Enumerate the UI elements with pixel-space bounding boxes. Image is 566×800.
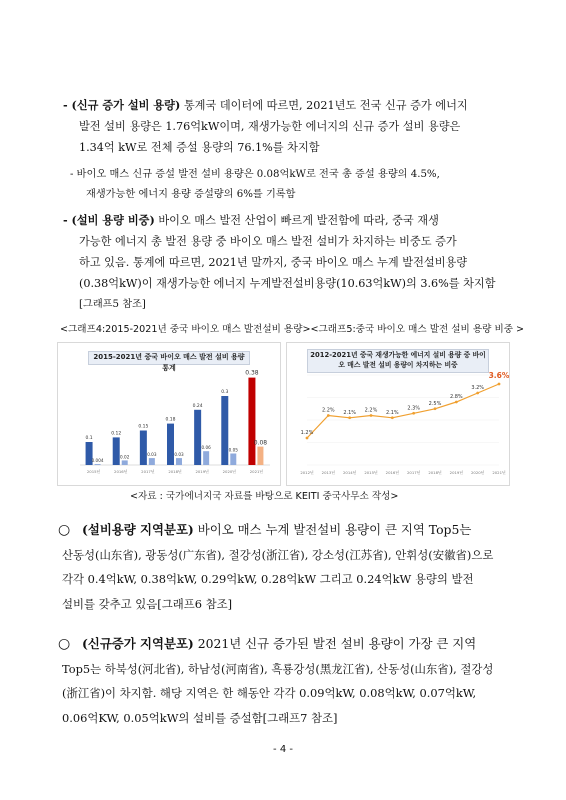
x-tick-label: 2017년 (406, 470, 421, 475)
x-tick-label: 2014년 (342, 470, 357, 475)
point-label: 2.5% (428, 400, 442, 407)
circle-bullet-icon: ○ (58, 522, 71, 538)
paragraph-text: 재생가능한 에너지 용량 증설량의 6%를 기록함 (86, 189, 296, 200)
line-chart-title: 2012-2021년 중국 재생가능한 에너지 설비 용량 중 바이오 매스 발전 설비 용량이 차지하는 비중 (307, 349, 489, 373)
paragraph-heading: - (신규 증가 설비 용량) (63, 98, 181, 112)
bar-primary (194, 410, 201, 465)
bar-primary (113, 437, 120, 465)
paragraph-text: 바이오 매스 누계 발전설비 용량이 큰 지역 Top5는 (193, 522, 472, 537)
bar-chart-container (57, 342, 281, 486)
data-point (327, 414, 330, 417)
bar-label-primary: 0.24 (192, 403, 203, 409)
x-tick-label: 2012년 (300, 470, 314, 475)
bar-secondary (95, 464, 101, 465)
point-label: 2.1% (343, 409, 357, 416)
paragraph-regional-distribution (58, 518, 522, 616)
x-tick-label: 2019년 (195, 469, 209, 474)
paragraph-reference: [그래프5 참조] (79, 299, 146, 310)
point-label: 3.2% (471, 385, 485, 391)
bar-label-secondary: 0.08 (253, 439, 268, 447)
x-tick-label: 2018년 (428, 470, 442, 475)
paragraph-text: 각각 0.4억kW, 0.38억kW, 0.29억kW, 0.28억kW 그리고 0.24억kW 용량의 발전 (62, 572, 474, 586)
line-chart-container (286, 342, 510, 486)
bar-secondary (257, 447, 263, 465)
bar-label-secondary: 0.004 (91, 458, 104, 464)
bar-secondary (230, 454, 236, 466)
bar-chart-title: 2015-2021년 중국 바이오 매스 발전 설비 용량 통계 (88, 351, 250, 365)
bar-label-primary: 0.12 (111, 431, 122, 437)
x-tick-label: 2021년 (492, 470, 506, 475)
paragraph-new-capacity (63, 95, 523, 158)
data-point (476, 392, 479, 395)
bar-secondary (176, 458, 182, 465)
x-tick-label: 2021년 (249, 469, 264, 474)
x-tick-label: 2015년 (86, 469, 101, 474)
data-point (455, 401, 458, 404)
x-tick-label: 2018년 (168, 469, 182, 474)
paragraph-heading: (신규증가 지역분포) (82, 636, 194, 651)
data-point (370, 414, 373, 417)
bar-primary (167, 424, 174, 465)
bar-label-primary: 0.18 (165, 417, 176, 423)
paragraph-biomass-new (70, 165, 530, 205)
x-tick-label: 2016년 (385, 470, 400, 475)
figure-source: <자료 : 국가에너지국 자료를 바탕으로 KEITI 중국사무소 작성> (130, 491, 399, 502)
point-label: 3.6% (488, 371, 509, 380)
data-point (348, 416, 351, 419)
x-tick-label: 2017년 (141, 469, 155, 474)
paragraph-text: 설비를 갖추고 있음[그래프6 참조] (62, 596, 233, 611)
paragraph-text: 산동성(山东省), 광동성(广东省), 절강성(浙江省), 강소성(江苏省), 안휘성(安徽省)으로 (62, 547, 494, 562)
data-point (412, 412, 415, 415)
figure-caption: <그래프4:2015-2021년 중국 바이오 매스 발전설비 용량><그래프5:중국 바이오 매스 발전 설비 용량 비중 > (60, 324, 525, 335)
paragraph-text: 0.06억KW, 0.05억kW의 설비를 증설함[그래프7 참조] (62, 710, 338, 725)
page-number: - 4 - (273, 744, 293, 755)
point-label: 2.3% (407, 405, 421, 412)
bar-secondary (122, 460, 128, 465)
line-chart (287, 343, 509, 485)
data-point (498, 383, 501, 386)
paragraph-capacity-share (63, 210, 523, 315)
bar-label-primary: 0.3 (221, 390, 229, 395)
data-point (434, 407, 437, 410)
point-label: 1.2% (300, 430, 314, 436)
x-tick-label: 2016년 (114, 469, 128, 474)
bar-primary (248, 378, 255, 465)
x-tick-label: 2020년 (222, 469, 236, 474)
bar-label-secondary: 0.03 (174, 452, 184, 458)
paragraph-text: 바이오 매스 발전 산업이 빠르게 발전함에 따라, 중국 재생 (154, 214, 439, 227)
bar-secondary (203, 451, 209, 465)
bar-secondary (149, 458, 155, 465)
point-label: 2.2% (321, 407, 335, 414)
circle-bullet-icon: ○ (58, 636, 71, 652)
paragraph-text: Top5는 하북성(河北省), 하남성(河南省), 흑룡강성(黑龙江省), 산동성(山东省), 절강성 (62, 661, 494, 676)
point-label: 2.1% (385, 409, 399, 416)
bar-primary (221, 396, 228, 465)
paragraph-text: (浙江省)이 차지함. 해당 지역은 한 해동안 각각 0.09억kW, 0.08억kW, 0.07억kW, (62, 686, 477, 700)
data-point (391, 416, 394, 419)
paragraph-text: 하고 있음. 통계에 따르면, 2021년 말까지, 중국 바이오 매스 누계 발전설비용량 (79, 256, 468, 269)
paragraph-new-regional (58, 632, 522, 730)
data-point (306, 437, 309, 440)
x-tick-label: 2020년 (470, 470, 485, 475)
bar-label-primary: 0.38 (245, 369, 259, 377)
paragraph-heading: (설비용량 지역분포) (82, 522, 194, 537)
x-tick-label: 2013년 (321, 470, 336, 475)
paragraph-text: 가능한 에너지 총 발전 용량 중 바이오 매스 발전 설비가 차지하는 비중도 증가 (79, 235, 457, 248)
series-line (307, 384, 499, 438)
paragraph-text: - 바이오 매스 신규 증설 발전 설비 용량은 0.08억kW로 전국 총 증설 용량의 4.5%, (70, 169, 440, 180)
bar-label-secondary: 0.03 (147, 452, 157, 458)
point-label: 2.8% (449, 394, 463, 400)
bar-label-primary: 0.15 (138, 424, 149, 430)
bar-label-secondary: 0.06 (201, 445, 211, 451)
x-tick-label: 2015년 (364, 470, 378, 475)
paragraph-text: 1.34억 kW로 전체 증설 용량의 76.1%를 차지함 (79, 141, 320, 154)
bar-label-primary: 0.1 (85, 436, 93, 441)
paragraph-text: (0.38억kW)이 재생가능한 에너지 누계발전설비용량(10.63억kW)의 3.6%를 차지함 (79, 277, 496, 290)
paragraph-text: 발전 설비 용량은 1.76억kW이며, 재생가능한 에너지의 신규 증가 설비 용량은 (79, 120, 461, 133)
bar-label-secondary: 0.02 (120, 454, 130, 460)
paragraph-text: 2021년 신규 증가된 발전 설비 용량이 가장 큰 지역 (193, 636, 477, 651)
bar-chart (58, 343, 280, 485)
bar-label-secondary: 0.05 (228, 447, 238, 453)
paragraph-heading: - (설비 용량 비중) (63, 213, 155, 227)
x-tick-label: 2019년 (449, 470, 464, 475)
point-label: 2.2% (364, 407, 378, 414)
paragraph-text: 통계국 데이터에 따르면, 2021년도 전국 신규 증가 에너지 (180, 99, 468, 112)
bar-primary (140, 431, 147, 466)
